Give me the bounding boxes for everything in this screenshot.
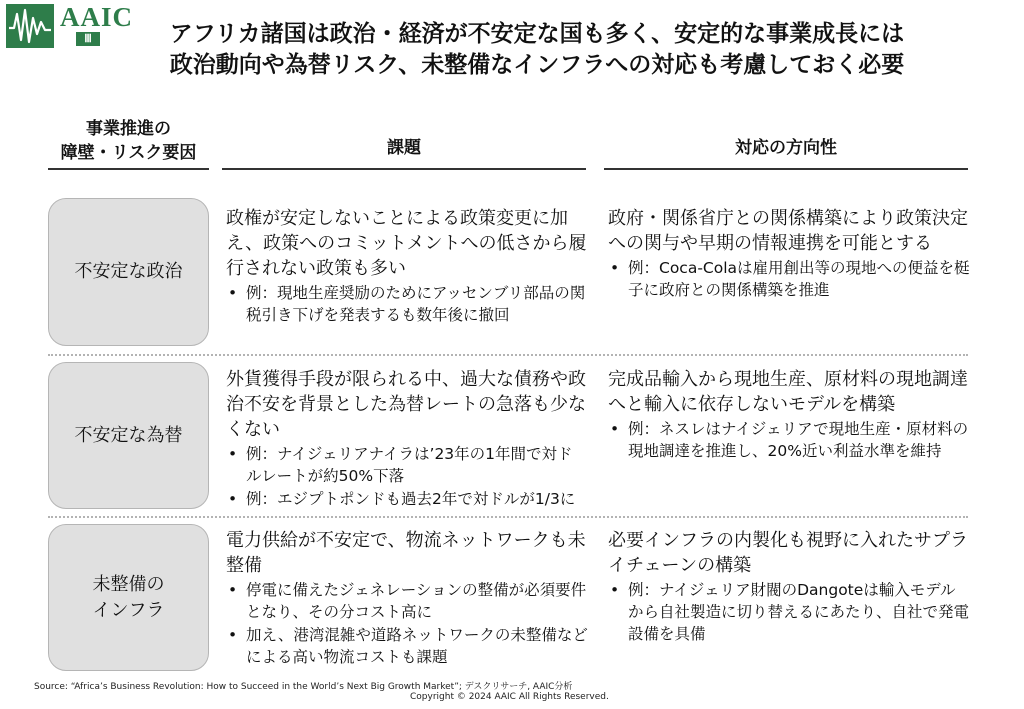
header-response: 対応の方向性	[735, 138, 837, 158]
issue-bullet: • 例：ナイジェリアナイラは’23年の1年間で対ドルレートが約50%下落	[226, 443, 588, 487]
header-factor	[48, 117, 209, 165]
copyright-note: Copyright © 2024 AAIC All Rights Reserved.	[410, 692, 609, 702]
issue-cell-infrastructure	[226, 528, 588, 668]
issue-cell-currency	[226, 367, 588, 510]
issue-lead: 電力供給が不安定で、物流ネットワークも未整備	[226, 530, 586, 576]
issue-lead: 政権が安定しないことによる政策変更に加え、政策へのコミットメントへの低さから履行されない政策も多い	[226, 208, 587, 279]
response-bullet: • 例：Coca-Colaは雇用創出等の現地への便益を梃子に政府との関係構築を推進	[608, 257, 970, 301]
logo-numeral: Ⅲ	[76, 32, 100, 46]
response-cell-infrastructure	[608, 528, 970, 645]
issue-bullet: • 停電に備えたジェネレーションの整備が必須要件となり、その分コスト高に	[226, 579, 588, 623]
header-issue: 課題	[387, 138, 421, 158]
row-divider	[48, 516, 968, 518]
title-line-1: アフリカ諸国は政治・経済が不安定な国も多く、安定的な事業成長には	[169, 21, 905, 47]
logo-text: AAIC	[60, 2, 134, 32]
issue-bullet: • 例：エジプトポンドも過去2年で対ドルが1/3に	[226, 488, 588, 510]
row-label-line-1: 不安定な政治	[74, 261, 183, 282]
slide-title	[92, 19, 982, 81]
issue-cell-politics	[226, 206, 588, 326]
issue-bullet: • 加え、港湾混雑や道路ネットワークの未整備などによる高い物流コストも課題	[226, 624, 588, 668]
issue-bullet: • 例：現地生産奨励のためにアッセンブリ部品の関税引き下げを発表するも数年後に撤回	[226, 282, 588, 326]
row-label-line-2: インフラ	[92, 599, 165, 621]
response-lead: 必要インフラの内製化も視野に入れたサプライチェーンの構築	[608, 530, 968, 576]
issue-lead: 外貨獲得手段が限られる中、過大な債務や政治不安を背景とした為替レートの急落も少なくない	[226, 369, 586, 440]
response-bullet: • 例：ネスレはナイジェリアで現地生産・原材料の現地調達を推進し、20%近い利益水準を維持	[608, 418, 970, 462]
logo-mark-icon	[6, 4, 54, 48]
row-label-currency	[48, 362, 209, 509]
response-cell-currency	[608, 367, 970, 462]
source-note: Source: “Africa’s Business Revolution: How to Succeed in the World’s Next Big Growth Market”; デスクリサーチ, AAIC分析	[34, 682, 573, 692]
response-bullet: • 例：ナイジェリア財閥のDangoteは輸入モデルから自社製造に切り替えるにあたり、自社で発電設備を具備	[608, 579, 970, 645]
header-underline-issue	[222, 168, 586, 170]
header-underline-factor	[48, 168, 209, 170]
response-lead: 完成品輸入から現地生産、原材料の現地調達へと輸入に依存しないモデルを構築	[608, 369, 968, 415]
row-divider	[48, 354, 968, 356]
row-label-line-1: 未整備の	[92, 573, 165, 595]
header-factor-line-1: 事業推進の	[86, 119, 171, 139]
row-label-infrastructure	[48, 524, 209, 671]
row-label-line-1: 不安定な為替	[74, 424, 183, 446]
row-label-politics	[48, 198, 209, 346]
header-factor-line-2: 障壁・リスク要因	[60, 143, 197, 163]
response-lead: 政府・関係省庁との関係構築により政策決定への関与や早期の情報連携を可能とする	[608, 208, 968, 254]
header-underline-response	[604, 168, 968, 170]
title-line-2: 政治動向や為替リスク、未整備なインフラへの対応も考慮しておく必要	[169, 52, 905, 78]
response-cell-politics	[608, 206, 970, 301]
